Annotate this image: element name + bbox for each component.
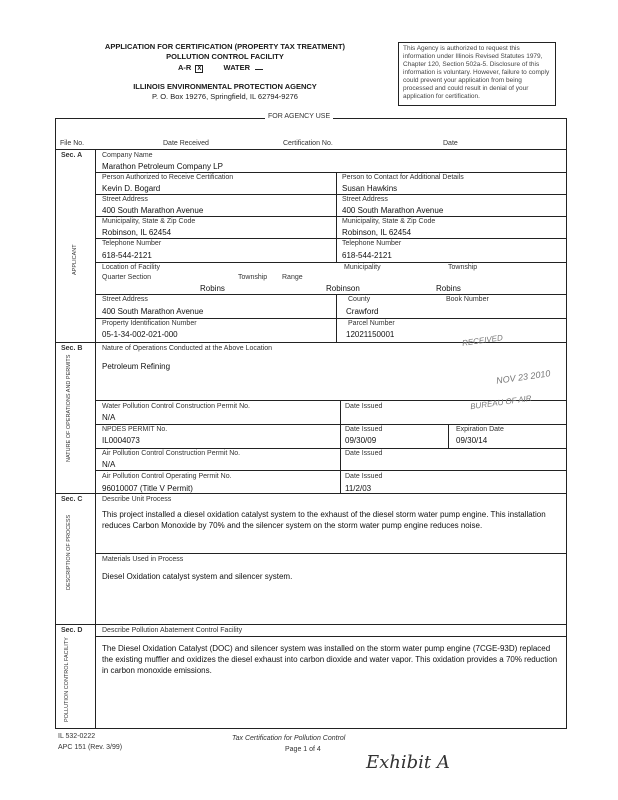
range-label: Range [282,274,303,281]
divider [95,553,566,554]
street-3[interactable]: 400 South Marathon Avenue [102,307,204,316]
divider [55,624,567,625]
pollution-facility-text[interactable]: The Diesel Oxidation Catalyst (DOC) and silencer system was installed on the storm water pump engine (7CGE-93D) replaced the existing muffler and oxidizes the diesel exhaust into carbon dioxide and water vapor. This oxidation provides a 70% reduction in carbon monoxide emissions. [102,644,558,675]
muni-2[interactable]: Robinson, IL 62454 [342,228,412,237]
form-number: IL 532-0222 [58,733,96,740]
person-cert-label: Person Authorized to Receive Certification [102,174,234,181]
pollution-facility-label: Describe Pollution Abatement Control Facility [102,627,243,634]
company-name[interactable]: Marathon Petroleum Company LP [102,162,223,171]
phone-2[interactable]: 618-544-2121 [342,251,392,260]
materials-text[interactable]: Diesel Oxidation catalyst system and silencer system. [102,572,293,581]
location-label: Location of Facility [102,264,160,271]
disclosure-notice: This Agency is authorized to request this information under Illinois Revised Statutes 1979, Chapter 120, Section 502a-5. Disclosure of this information is voluntary. However, failure to comply could prevent your application from being processed and could result in denial of your application for certification. [403,45,550,100]
certification-no-label: Certification No. [283,140,333,147]
divider [95,294,566,295]
form-bottom-border [55,728,567,729]
exhibit-signature: Exhibit A [366,752,450,773]
wp-permit-label: Water Pollution Control Construction Permit No. [102,403,250,410]
section-a-tag: Sec. A [61,152,83,159]
air-checkbox[interactable]: X [197,66,202,72]
section-d-tag: Sec. D [61,627,83,634]
form-title: APPLICATION FOR CERTIFICATION (PROPERTY TAX TREATMENT) [104,42,346,51]
divider [55,149,567,150]
column-divider [336,172,337,262]
date-received-label: Date Received [163,140,209,147]
form-revision: APC 151 (Rev. 3/99) [58,744,123,751]
street-label-2: Street Address [342,196,388,203]
ap-operating-value[interactable]: 96010007 (Title V Permit) [102,484,193,493]
column-divider [448,424,449,448]
agency-name: ILLINOIS ENVIRONMENTAL PROTECTION AGENCY [133,82,317,91]
divider [95,238,566,239]
company-name-label: Company Name [102,152,153,159]
street-2[interactable]: 400 South Marathon Avenue [342,206,444,215]
bureau-stamp: BUREAU OF AIR [469,393,533,412]
water-label: WATER [223,63,251,72]
divider [95,424,566,425]
divider [95,216,566,217]
parcel-value[interactable]: 12021150001 [346,330,395,339]
person-cert[interactable]: Kevin D. Bogard [102,184,161,193]
section-b-side-label: NATURE OF OPERATIONS AND PERMITS [66,354,72,462]
describe-unit-label: Describe Unit Process [102,496,172,503]
quarter-label: Quarter Section [102,274,152,281]
agency-use-label: FOR AGENCY USE [265,113,333,120]
npdes-value[interactable]: IL0004073 [102,436,140,445]
divider [95,470,566,471]
date-label: Date [443,140,458,147]
date-issued-2[interactable]: 09/30/09 [345,436,377,445]
type-checks [178,62,263,73]
divider [95,262,566,263]
book-label: Book Number [446,296,489,303]
received-date-stamp: NOV 23 2010 [495,368,551,386]
air-label: A-R [178,63,192,72]
section-d-side-label: POLLUTION CONTROL FACILITY [64,637,70,722]
describe-unit-text[interactable]: This project installed a diesel oxidation catalyst system to the exhaust of the diesel storm water pump engine. This installation reduces Carbon Monoxide by 70% and the silencer system on the storm water pump engine reduces noise. [102,510,546,530]
divider [95,636,566,637]
nature-value[interactable]: Petroleum Refining [102,362,171,371]
date-issued-label-3: Date Issued [345,450,383,457]
county-label: County [348,296,371,303]
date-issued-label-4: Date Issued [345,473,383,480]
water-checkbox[interactable] [255,62,263,70]
disclosure-notice-box [398,42,556,106]
phone-label-1: Telephone Number [102,240,162,247]
county-value[interactable]: Crawford [346,307,379,316]
expiration-value[interactable]: 09/30/14 [456,436,488,445]
section-c-tag: Sec. C [61,496,83,503]
township2-label: Township [448,264,478,271]
muni-label-2: Municipality, State & Zip Code [342,218,436,225]
npdes-label: NPDES PERMIT No. [102,426,168,433]
divider [95,194,566,195]
nature-label: Nature of Operations Conducted at the Above Location [102,345,273,352]
section-a-side-label: APPLICANT [72,244,78,275]
form-left-border [55,118,56,729]
divider [95,318,566,319]
pin-label: Property Identification Number [102,320,197,327]
municipality-value[interactable]: Robinson [326,284,360,293]
wp-permit-value[interactable]: N/A [102,413,116,422]
date-issued-4[interactable]: 11/2/03 [345,484,372,493]
column-divider [340,400,341,493]
date-issued-label-2: Date Issued [345,426,383,433]
date-issued-label-1: Date Issued [345,403,383,410]
person-contact[interactable]: Susan Hawkins [342,184,398,193]
township-label: Township [238,274,268,281]
expiration-label: Expiration Date [456,426,504,433]
materials-label: Materials Used in Process [102,556,184,563]
township-value[interactable]: Robins [200,284,225,293]
divider [95,448,566,449]
divider [95,172,566,173]
muni-1[interactable]: Robinson, IL 62454 [102,228,172,237]
phone-1[interactable]: 618-544-2121 [102,251,152,260]
footer-center-line: Tax Certification for Pollution Control [232,735,346,742]
section-column-divider [95,149,96,729]
ap-construct-value[interactable]: N/A [102,460,116,469]
person-contact-label: Person to Contact for Additional Details [342,174,464,181]
municipality-label: Municipality [344,264,381,271]
parcel-label: Parcel Number [348,320,395,327]
divider [55,493,567,494]
section-b-tag: Sec. B [61,345,83,352]
muni-label-1: Municipality, State & Zip Code [102,218,196,225]
street-1[interactable]: 400 South Marathon Avenue [102,206,204,215]
file-no-label: File No. [60,140,85,147]
section-c-side-label: DESCRIPTION OF PROCESS [66,514,72,590]
form-right-border [566,118,567,729]
page-number: Page 1 of 4 [285,746,321,753]
ap-construct-label: Air Pollution Control Construction Permit No. [102,450,241,457]
street-label-1: Street Address [102,196,148,203]
agency-address: P. O. Box 19276, Springfield, IL 62794-9276 [152,92,298,101]
street-label-3: Street Address [102,296,148,303]
pin-value[interactable]: 05-1-34-002-021-000 [102,330,178,339]
form-subtitle: POLLUTION CONTROL FACILITY [166,52,284,61]
ap-operating-label: Air Pollution Control Operating Permit No. [102,473,232,480]
township2-value[interactable]: Robins [436,284,461,293]
received-stamp: RECEIVED [461,333,504,348]
phone-label-2: Telephone Number [342,240,402,247]
